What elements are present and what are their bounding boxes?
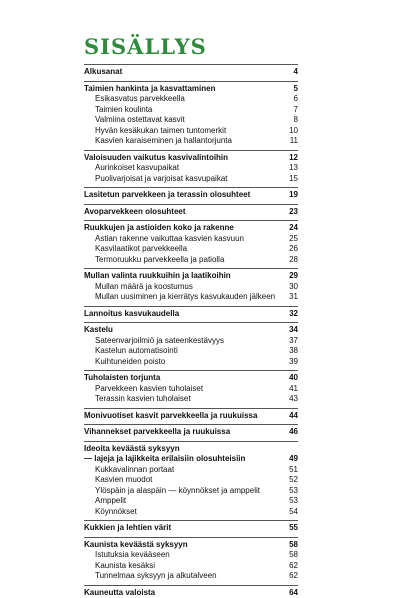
toc-subsection-title: Valmiina ostettavat kasvit — [95, 115, 185, 126]
toc-subsection-title: Astian rakenne vaikuttaa kasvien kasvuun — [95, 234, 244, 245]
toc-subsection-title: Tunnelmaa syksyyn ja alkutalveen — [95, 571, 217, 582]
toc-chapter-row — [84, 187, 298, 201]
toc-subsection-title: Puolivarjoisat ja varjoisat kasvupaikat — [95, 174, 228, 185]
toc-subsection-row — [84, 346, 298, 357]
toc-subsection-row — [84, 394, 298, 405]
toc-page-number: 6 — [284, 94, 298, 105]
toc-page-number: 51 — [284, 465, 298, 476]
toc-chapter-row — [84, 424, 298, 438]
toc-chapter-row — [84, 150, 298, 164]
toc-chapter-row — [84, 306, 298, 320]
toc-chapter-title: Ruukkujen ja astioiden koko ja rakenne — [84, 223, 234, 234]
toc-page-number: 54 — [284, 507, 298, 518]
toc-page-number: 58 — [284, 540, 298, 551]
toc-page-number: 29 — [284, 271, 298, 282]
table-of-contents — [84, 64, 298, 598]
toc-page-number: 39 — [284, 357, 298, 368]
toc-chapter-title: Vihannekset parvekkeella ja ruukuissa — [84, 427, 230, 438]
toc-page-number: 37 — [284, 336, 298, 347]
toc-chapter-row — [84, 408, 298, 422]
toc-page-number: 4 — [284, 67, 298, 78]
toc-subsection-row — [84, 571, 298, 582]
toc-page-number: 62 — [284, 571, 298, 582]
toc-subsection-title: Taimien koulinta — [95, 105, 152, 116]
toc-page-number: 52 — [284, 475, 298, 486]
toc-subsection-row — [84, 244, 298, 255]
toc-chapter-title: Kukkien ja lehtien värit — [84, 523, 171, 534]
toc-subsection-row — [84, 486, 298, 497]
toc-page-number: 28 — [284, 255, 298, 266]
toc-chapter-row — [84, 370, 298, 384]
toc-page-number: 55 — [284, 523, 298, 534]
toc-chapter-row — [84, 322, 298, 336]
toc-subsection-row — [84, 115, 298, 126]
toc-page-number: 41 — [284, 384, 298, 395]
toc-page-number: 38 — [284, 346, 298, 357]
toc-page-number: 13 — [284, 163, 298, 174]
toc-page-number: 25 — [284, 234, 298, 245]
toc-chapter-title — [84, 444, 245, 465]
toc-chapter-title: Lannoitus kasvukaudella — [84, 309, 179, 320]
toc-subsection-row — [84, 384, 298, 395]
toc-page-number: 12 — [284, 153, 298, 164]
toc-page-number: 23 — [284, 207, 298, 218]
toc-chapter-row — [84, 64, 298, 78]
toc-chapter-title: Valoisuuden vaikutus kasvivalintoihin — [84, 153, 228, 164]
toc-subsection-title: Kasvien muodot — [95, 475, 152, 486]
toc-subsection-row — [84, 255, 298, 266]
toc-page-number: 7 — [284, 105, 298, 116]
toc-subsection-row — [84, 282, 298, 293]
toc-subsection-title: Esikasvatus parvekkeella — [95, 94, 185, 105]
toc-subsection-row — [84, 496, 298, 507]
toc-subsection-title: Mullan määrä ja koostumus — [95, 282, 193, 293]
toc-chapter-title-line: Ideoita keväästä syksyyn — [84, 444, 245, 455]
toc-page-number: 62 — [284, 561, 298, 572]
toc-chapter-title: Mullan valinta ruukkuihin ja laatikoihin — [84, 271, 231, 282]
toc-subsection-title: Parvekkeen kasvien tuholaiset — [95, 384, 203, 395]
toc-subsection-row — [84, 136, 298, 147]
toc-chapter-row — [84, 268, 298, 282]
toc-subsection-title: Terassin kasvien tuholaiset — [95, 394, 191, 405]
toc-chapter-title: Kastelu — [84, 325, 113, 336]
toc-chapter-row — [84, 520, 298, 534]
toc-subsection-row — [84, 292, 298, 303]
toc-subsection-row — [84, 336, 298, 347]
toc-chapter-title: Alkusanat — [84, 67, 122, 78]
toc-subsection-title: Kastelun automatisointi — [95, 346, 178, 357]
toc-page-number: 34 — [284, 325, 298, 336]
toc-page-number: 53 — [284, 496, 298, 507]
toc-chapter-title: Monivuotiset kasvit parvekkeella ja ruukuissa — [84, 411, 257, 422]
toc-subsection-title: Kuihtuneiden poisto — [95, 357, 165, 368]
toc-subsection-row — [84, 475, 298, 486]
toc-chapter-row — [84, 537, 298, 551]
toc-chapter-row — [84, 204, 298, 218]
toc-subsection-row — [84, 105, 298, 116]
toc-chapter-title: Avoparvekkeen olosuhteet — [84, 207, 186, 218]
toc-subsection-title: Istutuksia kevääseen — [95, 550, 170, 561]
toc-subsection-row — [84, 550, 298, 561]
toc-chapter-row — [84, 220, 298, 234]
toc-page-number: 24 — [284, 223, 298, 234]
toc-subsection-title: Termoruukku parvekkeella ja patiolla — [95, 255, 224, 266]
toc-page-number: 8 — [284, 115, 298, 126]
toc-page-number: 58 — [284, 550, 298, 561]
toc-subsection-title: Kasvien karaiseminen ja hallantorjunta — [95, 136, 232, 147]
toc-subsection-title: Kaunista kesäksi — [95, 561, 155, 572]
toc-chapter-row — [84, 585, 298, 598]
toc-page-number: 49 — [284, 454, 298, 465]
toc-chapter-title-line: — lajeja ja lajikkeita erilaisiin olosuhteisiin — [84, 454, 245, 465]
toc-chapter-title: Lasitetun parvekkeen ja terassin olosuhteet — [84, 190, 250, 201]
toc-subsection-title: Sateenvarjoilmiö ja sateenkestävyys — [95, 336, 224, 347]
toc-subsection-row — [84, 507, 298, 518]
toc-subsection-title: Kasvilaatikot parvekkeella — [95, 244, 187, 255]
toc-chapter-title: Kauneutta valoista — [84, 588, 155, 598]
toc-subsection-row — [84, 126, 298, 137]
toc-page-number: 11 — [284, 136, 298, 147]
toc-chapter-title: Kaunista keväästä syksyyn — [84, 540, 188, 551]
toc-page-number: 32 — [284, 309, 298, 320]
toc-subsection-title: Aurinkoiset kasvupaikat — [95, 163, 179, 174]
toc-subsection-title: Mullan uusiminen ja kierrätys kasvukauden jälkeen — [95, 292, 275, 303]
toc-subsection-row — [84, 465, 298, 476]
toc-page-number: 43 — [284, 394, 298, 405]
toc-page-number: 5 — [284, 84, 298, 95]
toc-page-number: 10 — [284, 126, 298, 137]
toc-page-number: 15 — [284, 174, 298, 185]
toc-page-number: 19 — [284, 190, 298, 201]
toc-subsection-row — [84, 357, 298, 368]
toc-subsection-title: Amppelit — [95, 496, 126, 507]
toc-subsection-row — [84, 94, 298, 105]
toc-page-number: 30 — [284, 282, 298, 293]
toc-chapter-title: Taimien hankinta ja kasvattaminen — [84, 84, 215, 95]
toc-page-number: 40 — [284, 373, 298, 384]
toc-subsection-title: Hyvän kesäkukan taimen tuntomerkit — [95, 126, 226, 137]
toc-subsection-row — [84, 174, 298, 185]
toc-page-number: 44 — [284, 411, 298, 422]
toc-chapter-row — [84, 81, 298, 95]
toc-subsection-row — [84, 561, 298, 572]
page-title: SISÄLLYS — [84, 34, 207, 59]
toc-chapter-row — [84, 441, 298, 465]
toc-page-number: 53 — [284, 486, 298, 497]
toc-subsection-row — [84, 234, 298, 245]
toc-chapter-title: Tuholaisten torjunta — [84, 373, 160, 384]
toc-subsection-title: Kukkavalinnan portaat — [95, 465, 174, 476]
toc-page-number: 26 — [284, 244, 298, 255]
toc-page-number: 46 — [284, 427, 298, 438]
toc-page-number: 31 — [284, 292, 298, 303]
toc-subsection-title: Ylöspäin ja alaspäin — köynnökset ja amppelit — [95, 486, 260, 497]
toc-page-number: 64 — [284, 588, 298, 598]
toc-subsection-title: Köynnökset — [95, 507, 137, 518]
toc-subsection-row — [84, 163, 298, 174]
